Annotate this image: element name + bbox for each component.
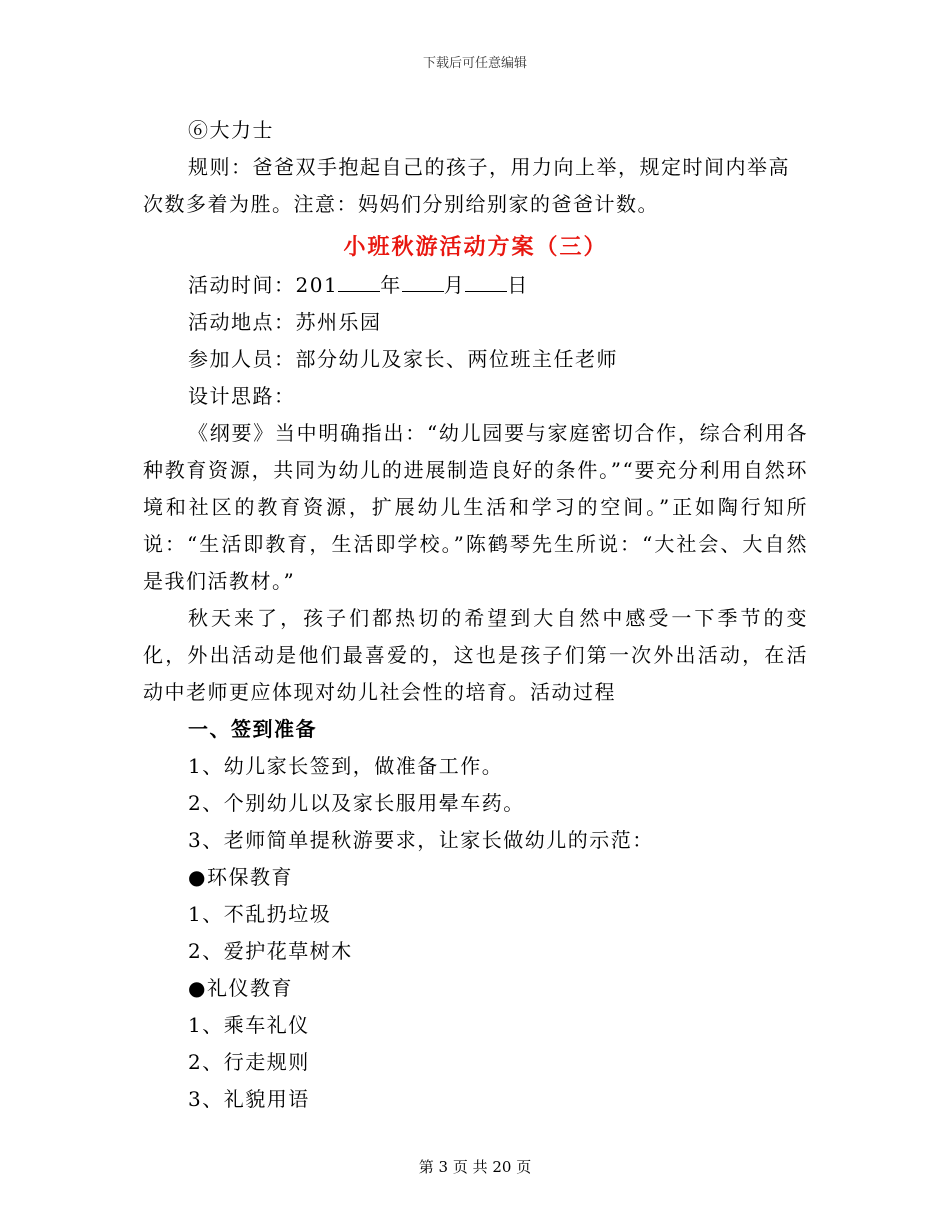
list-item: 3、礼貌用语 bbox=[188, 1087, 310, 1111]
design-label: 设计思路： bbox=[188, 384, 296, 408]
day-unit: 日 bbox=[507, 273, 529, 297]
page-header: 下载后可任意编辑 bbox=[422, 56, 527, 71]
activity-place: 活动地点：苏州乐园 bbox=[188, 310, 382, 334]
day-blank bbox=[465, 273, 507, 292]
document-title: 小班秋游活动方案（三） bbox=[343, 234, 608, 260]
page-footer: 第 3 页 共 20 页 bbox=[418, 1158, 532, 1176]
list-item: 2、行走规则 bbox=[188, 1050, 310, 1074]
time-label: 活动时间：201 bbox=[188, 273, 339, 297]
year-unit: 年 bbox=[380, 273, 402, 297]
item-title: ⑥大力士 bbox=[188, 118, 274, 142]
section-heading: 一、签到准备 bbox=[188, 717, 317, 741]
list-item: 1、乘车礼仪 bbox=[188, 1013, 310, 1037]
list-item: 2、个别幼儿以及家长服用晕车药。 bbox=[188, 791, 525, 815]
list-item: 1、不乱扔垃圾 bbox=[188, 902, 332, 926]
document-body bbox=[143, 112, 808, 1118]
year-blank bbox=[338, 273, 380, 292]
rule-line-1: 规则：爸爸双手抱起自己的孩子，用力向上举，规定时间内举高 bbox=[188, 155, 790, 179]
paragraph-2: 秋天来了，孩子们都热切的希望到大自然中感受一下季节的变化，外出活动是他们最喜爱的，这也是孩子们第一次外出活动，在活动中老师更应体现对幼儿社会性的培育。活动过程 bbox=[143, 606, 808, 704]
rule-line-2: 次数多着为胜。注意：妈妈们分别给别家的爸爸计数。 bbox=[143, 192, 659, 216]
month-unit: 月 bbox=[443, 273, 466, 297]
paragraph-1: 《纲要》当中明确指出：“幼儿园要与家庭密切合作，综合利用各种教育资源，共同为幼儿的进展制造良好的条件。”“要充分利用自然环境和社区的教育资源，扩展幼儿生活和学习的空间。”正如陶行知所说：“生活即教育，生活即学校。”陈鹤琴先生所说：“大社会、大自然是我们活教材。” bbox=[143, 421, 808, 593]
participants: 参加人员：部分幼儿及家长、两位班主任老师 bbox=[188, 347, 618, 371]
month-blank bbox=[402, 273, 444, 292]
list-item: 3、老师简单提秋游要求，让家长做幼儿的示范： bbox=[188, 828, 654, 852]
list-item: 1、幼儿家长签到，做准备工作。 bbox=[188, 754, 504, 778]
list-item: 2、爱护花草树木 bbox=[188, 939, 353, 963]
list-item: ●环保教育 bbox=[188, 865, 293, 889]
activity-time bbox=[143, 267, 808, 304]
list-item: ●礼仪教育 bbox=[188, 976, 293, 1000]
